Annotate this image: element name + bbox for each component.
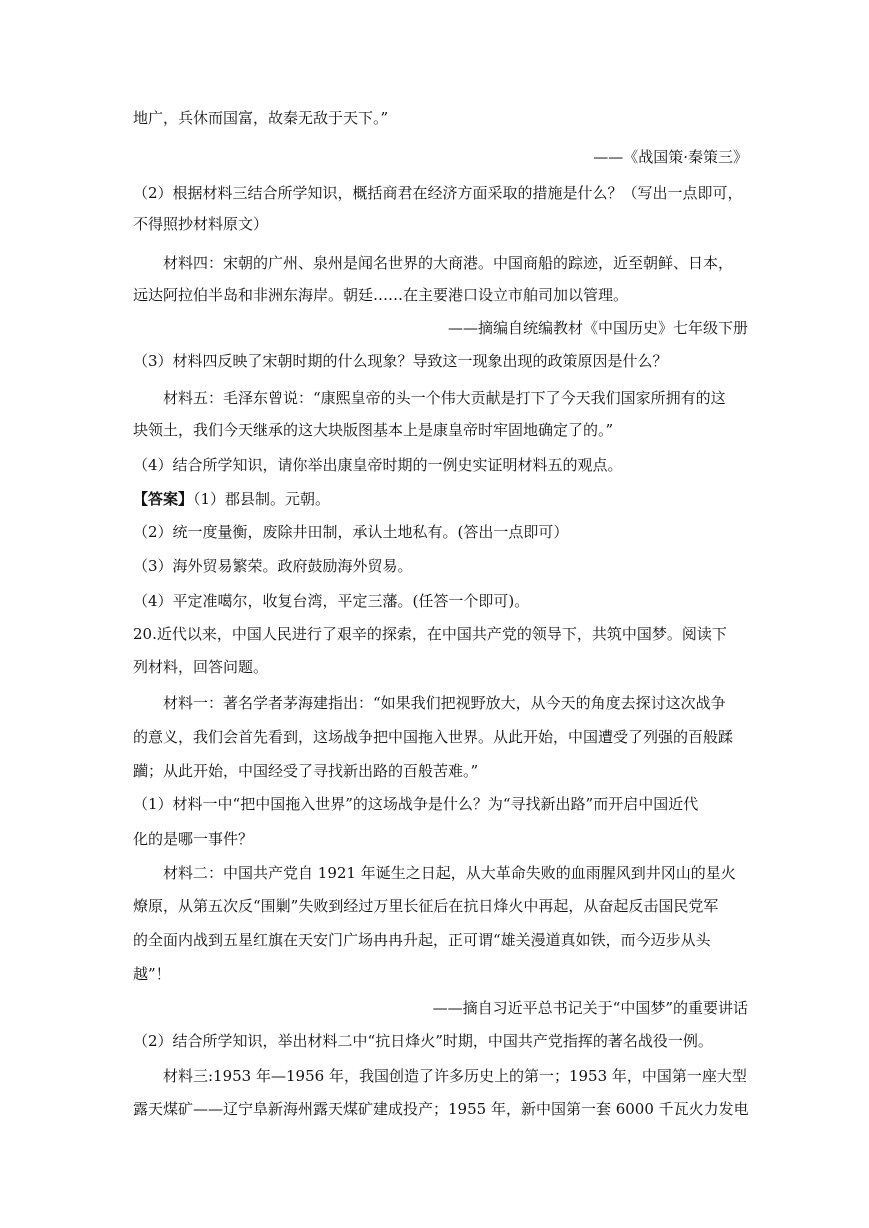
citation-line: ——《战国策·秦策三》 bbox=[593, 148, 748, 166]
material-line: 材料五：毛泽东曾说：“康熙皇帝的头一个伟大贡献是打下了今天我们国家所拥有的这 bbox=[163, 389, 726, 407]
answer-line: （4）平定准噶尔，收复台湾，平定三藩。(任答一个即可)。 bbox=[133, 592, 530, 610]
text-line: 块领土，我们今天继承的这大块版图基本上是康皇帝时牢固地确定了的。” bbox=[133, 421, 614, 439]
material-line: 材料二：中国共产党自 1921 年诞生之日起，从大革命失败的血雨腥风到井冈山的星火 bbox=[163, 864, 736, 882]
material-line: 材料一：著名学者茅海建指出：“如果我们把视野放大，从今天的角度去探讨这次战争 bbox=[163, 694, 726, 712]
question-title-line: 20.近代以来，中国人民进行了艰辛的探索，在中国共产党的领导下，共筑中国梦。阅读下 bbox=[133, 625, 727, 643]
text-line: 不得照抄材料原文） bbox=[133, 215, 269, 233]
text-line: 列材料，回答问题。 bbox=[133, 658, 269, 676]
text-line: 地广，兵休而国富，故秦无敌于天下。” bbox=[133, 109, 389, 127]
question-line: （2）结合所学知识，举出材料二中“抗日烽火”时期，中国共产党指挥的著名战役一例。 bbox=[133, 1032, 713, 1050]
citation-line: ——摘自习近平总书记关于“中国梦”的重要讲话 bbox=[432, 999, 748, 1017]
citation-line: ——摘编自统编教材《中国历史》七年级下册 bbox=[447, 319, 748, 337]
question-line: （4）结合所学知识，请你举出康皇帝时期的一例史实证明材料五的观点。 bbox=[133, 456, 623, 474]
answer-text: （1）郡县制。元朝。 bbox=[193, 490, 331, 508]
text-line: 的意义，我们会首先看到，这场战争把中国拖入世界。从此开始，中国遭受了列强的百般蹂 bbox=[133, 728, 734, 746]
material-line: 材料三:1953 年—1956 年，我国创造了许多历史上的第一；1953 年，中国第一座大型 bbox=[163, 1067, 747, 1085]
answer-line bbox=[133, 489, 748, 509]
text-line: 化的是哪一事件？ bbox=[133, 830, 254, 848]
text-line: 的全面内战到五星红旗在天安门广场冉冉升起，正可谓“雄关漫道真如铁，而今迈步从头 bbox=[133, 931, 711, 949]
question-line: （1）材料一中“把中国拖入世界”的这场战争是什么？为“寻找新出路”而开启中国近代 bbox=[133, 795, 699, 813]
answer-label: 【答案】 bbox=[133, 490, 194, 508]
question-line: （3）材料四反映了宋朝时期的什么现象？导致这一现象出现的政策原因是什么？ bbox=[133, 352, 668, 370]
text-line: 躏；从此开始，中国经受了寻找新出路的百般苦难。” bbox=[133, 762, 479, 780]
text-line: 燎原，从第五次反“围剿”失败到经过万里长征后在抗日烽火中再起，从奋起反击国民党军 bbox=[133, 897, 719, 915]
answer-line: （2）统一度量衡，废除井田制，承认土地私有。(答出一点即可） bbox=[133, 523, 569, 541]
material-line: 材料四：宋朝的广州、泉州是闻名世界的大商港。中国商船的踪迹，近至朝鲜、日本， bbox=[163, 254, 734, 272]
text-line: 露天煤矿——辽宁阜新海州露天煤矿建成投产；1955 年，新中国第一套 6000 千瓦火力发电 bbox=[133, 1100, 749, 1118]
question-line: （2）根据材料三结合所学知识，概括商君在经济方面采取的措施是什么？（写出一点即可， bbox=[133, 184, 743, 202]
text-line: 越”！ bbox=[133, 965, 171, 983]
text-line: 远达阿拉伯半岛和非洲东海岸。朝廷……在主要港口设立市舶司加以管理。 bbox=[133, 286, 629, 304]
answer-line: （3）海外贸易繁荣。政府鼓励海外贸易。 bbox=[133, 557, 413, 575]
